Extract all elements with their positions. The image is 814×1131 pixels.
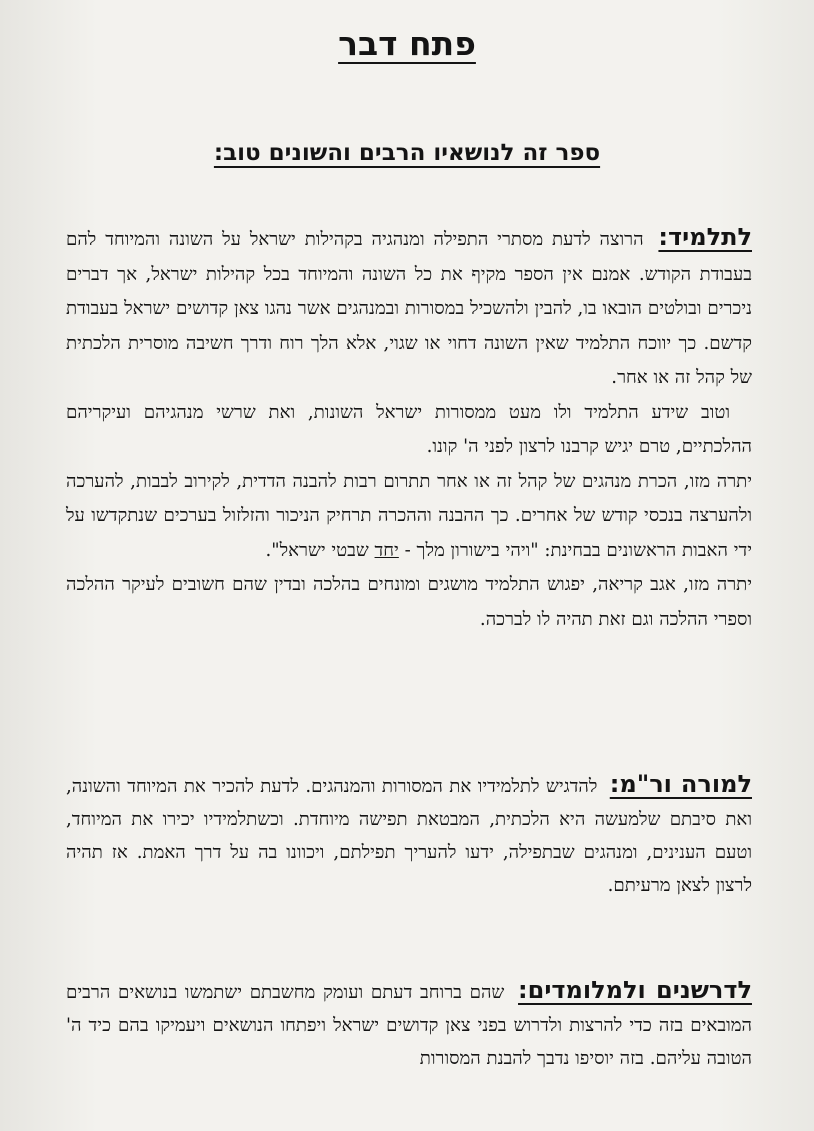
student-paragraph-3 bbox=[66, 465, 752, 569]
student-paragraph-4: יתרה מזו, אגב קריאה, יפגוש התלמיד מושגים ומונחים בהלכה ובדין שהם חשובים לעיקר ההלכה וספרי ההלכה וגם זאת תהיה לו לברכה. bbox=[66, 574, 752, 630]
underlined-word: יחד bbox=[374, 539, 399, 561]
section-preachers bbox=[66, 974, 752, 1075]
preachers-heading: לדרשנים ולמלומדים: bbox=[518, 976, 752, 1004]
student-text-3-end: שבטי ישראל". bbox=[265, 539, 375, 561]
teacher-paragraph bbox=[66, 768, 752, 902]
section-student bbox=[66, 220, 752, 637]
page-subtitle: ספר זה לנושאיו הרבים והשונים טוב: bbox=[213, 140, 601, 166]
teacher-text: להדגיש לתלמידיו את המסורות והמנהגים. לדעת להכיר את המיוחד והשונה, ואת סיבתם שלמעשה היא הלכתית, המבטאת תפישה מיוחדת. וכשתלמידיו יכירו את המיוחד, וטעם הענינים, ומנהגים שבתפילה, ידעו להעריך תפילתם, ויכוונו בה על דרך האמת. אז תהיה לרצון לצאן מרעיתם. bbox=[66, 776, 752, 896]
student-text-3: יתרה מזו, הכרת מנהגים של קהל זה או אחר תתרום רבות להבנה הדדית, לקירוב לבבות, להערכה ולהערצה בנכסי קודש של אחרים. כך ההבנה וההכרה תרחיק הניכור והזלזול בערכים שנתקדשו על ידי האבות הראשונים בבחינת: "ויהי בישורון מלך - bbox=[66, 470, 752, 561]
preachers-text: שהם ברוחב דעתם ועומק מחשבתם ישתמשו בנושאים הרבים המובאים בזה כדי להרצות ולדרוש בפני צאן קדושים ישראל ויפתחו הנושאים ויעמיקו בהם כיד ה' הטובה עליהם. בזה יוסיפו נדבך להבנת המסורות bbox=[66, 982, 752, 1069]
teacher-heading: למורה ור"מ: bbox=[609, 770, 752, 798]
student-paragraph-2: וטוב שידע התלמיד ולו מעט ממסורות ישראל השונות, ואת שרשי מנהגיהם ועיקריהם ההלכתיים, טרם יגיש קרבנו לרצון לפני ה' קונו. bbox=[66, 401, 752, 457]
student-heading: לתלמיד: bbox=[658, 223, 752, 251]
page-title: פתח דבר bbox=[338, 24, 476, 63]
preachers-paragraph bbox=[66, 974, 752, 1075]
student-text-1: הרוצה לדעת מסתרי התפילה ומנהגיה בקהילות ישראל על השונה והמיוחד להם בעבודת הקודש. אמנם אין הספר מקיף את כל השונה והמיוחד בכל קהילות ישראל, אך דברים ניכרים ובולטים הובאו בו, להבין ולהשכיל במסורות ובמנהגים אשר נהגו צאן קדושים ישראל בעבודת קדשם. כך יווכח התלמיד שאין השונה דחוי או שגוי, אלא הלך רוח ודרך חשיבה מוסרית הלכתית של קהל זה או אחר. bbox=[66, 229, 752, 388]
student-paragraph-1 bbox=[66, 220, 752, 396]
section-teacher bbox=[66, 768, 752, 902]
